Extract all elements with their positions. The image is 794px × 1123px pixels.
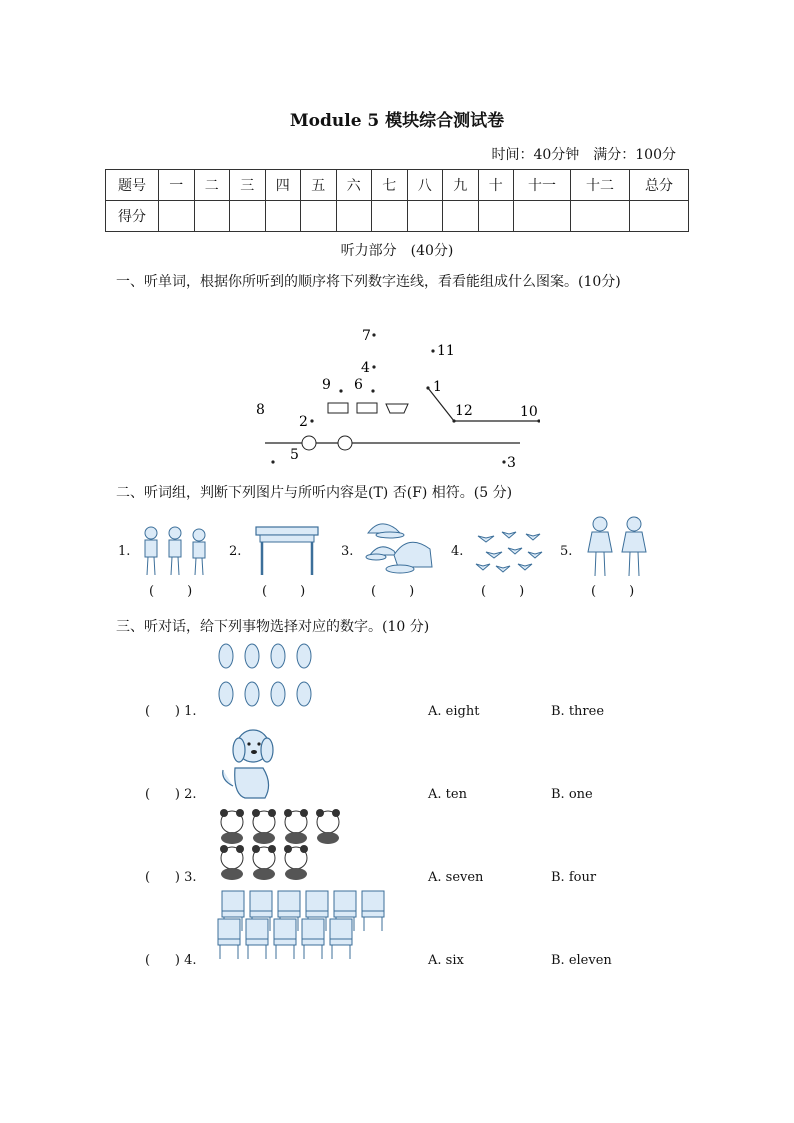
header-cell: 八 xyxy=(407,170,443,201)
caps-image xyxy=(360,515,438,581)
item-number: 5. xyxy=(560,544,573,559)
header-cell: 五 xyxy=(301,170,337,201)
pandas-image xyxy=(216,806,348,882)
dot-label: 4 xyxy=(361,360,370,376)
dot-label: 6 xyxy=(354,377,363,393)
score-cell[interactable] xyxy=(443,201,479,232)
score-cell[interactable] xyxy=(194,201,230,232)
header-cell: 九 xyxy=(443,170,479,201)
score-cell[interactable] xyxy=(159,201,195,232)
dot-label: 8 xyxy=(256,402,265,418)
answer-blank[interactable]: ( ) xyxy=(481,584,525,599)
option-a: A. eight xyxy=(428,704,480,719)
option-b: B. four xyxy=(551,870,597,885)
chairs-image xyxy=(216,889,388,961)
dot-2 xyxy=(310,419,313,422)
header-cell: 三 xyxy=(230,170,266,201)
answer-blank[interactable]: ( ) 2. xyxy=(145,787,197,802)
header-cell: 六 xyxy=(336,170,372,201)
page-title: Module 5 模块综合测试卷 xyxy=(289,111,505,131)
answer-blank[interactable]: ( ) xyxy=(262,584,306,599)
parrots-image xyxy=(214,640,324,716)
header-cell: 十一 xyxy=(514,170,571,201)
two-girls-image xyxy=(584,512,654,582)
birds-image xyxy=(472,526,546,576)
option-b: B. three xyxy=(551,704,605,719)
dot-11 xyxy=(431,349,434,352)
dot-9 xyxy=(339,389,342,392)
answer-blank[interactable]: ( ) 3. xyxy=(145,870,197,885)
desk-image xyxy=(254,523,322,579)
score-cell[interactable] xyxy=(630,201,689,232)
answer-blank[interactable]: ( ) xyxy=(591,584,635,599)
score-cell[interactable] xyxy=(514,201,571,232)
option-a: A. ten xyxy=(428,787,467,802)
question-3-text: 三、听对话，给下列事物选择对应的数字。(10 分) xyxy=(116,619,430,635)
header-cell: 二 xyxy=(194,170,230,201)
three-boys-image xyxy=(137,523,213,579)
answer-blank[interactable]: ( ) xyxy=(149,584,193,599)
header-cell: 题号 xyxy=(106,170,159,201)
answer-blank[interactable]: ( ) xyxy=(371,584,415,599)
item-number: 3. xyxy=(341,544,354,559)
score-cell[interactable] xyxy=(571,201,630,232)
dot-4 xyxy=(372,365,375,368)
score-cell[interactable] xyxy=(230,201,266,232)
answer-blank[interactable]: ( ) 4. xyxy=(145,953,197,968)
score-cell[interactable] xyxy=(372,201,408,232)
dot-label: 10 xyxy=(520,404,538,420)
row-label: 得分 xyxy=(106,201,159,232)
item-number: 4. xyxy=(451,544,464,559)
dot-8 xyxy=(271,460,274,463)
dot-label: 7 xyxy=(362,328,371,344)
score-cell[interactable] xyxy=(265,201,301,232)
score-cell[interactable] xyxy=(478,201,514,232)
dot-to-dot-figure xyxy=(250,325,540,475)
dot-label: 5 xyxy=(290,447,299,463)
dot-7 xyxy=(372,333,375,336)
score-table-header-row xyxy=(106,170,689,201)
dot-label: 11 xyxy=(437,343,455,359)
header-cell: 总分 xyxy=(630,170,689,201)
question-1-text: 一、听单词，根据你所听到的顺序将下列数字连线，看看能组成什么图案。(10分) xyxy=(116,274,621,290)
score-cell[interactable] xyxy=(336,201,372,232)
dot-label: 9 xyxy=(322,377,331,393)
item-number: 1. xyxy=(118,544,131,559)
header-cell: 十二 xyxy=(571,170,630,201)
answer-blank[interactable]: ( ) 1. xyxy=(145,704,197,719)
dot-label: 12 xyxy=(455,403,473,419)
question-2-text: 二、听词组，判断下列图片与所听内容是(T) 否(F) 相符。(5 分) xyxy=(116,485,513,501)
dot-6 xyxy=(371,389,374,392)
dot-label: 3 xyxy=(507,455,516,471)
option-a: A. seven xyxy=(428,870,484,885)
header-cell: 十 xyxy=(478,170,514,201)
dot-label: 1 xyxy=(433,379,442,395)
score-table-score-row xyxy=(106,201,689,232)
item-number: 2. xyxy=(229,544,242,559)
option-b: B. eleven xyxy=(551,953,612,968)
header-cell: 四 xyxy=(265,170,301,201)
dot-label: 2 xyxy=(299,414,308,430)
option-b: B. one xyxy=(551,787,593,802)
score-cell[interactable] xyxy=(301,201,337,232)
score-table xyxy=(105,169,689,232)
score-cell[interactable] xyxy=(407,201,443,232)
dot-3 xyxy=(502,460,505,463)
header-cell: 一 xyxy=(159,170,195,201)
header-cell: 七 xyxy=(372,170,408,201)
dog-image xyxy=(215,724,279,804)
listening-section-heading: 听力部分 (40分) xyxy=(340,243,454,259)
option-a: A. six xyxy=(428,953,464,968)
time-info: 时间：40分钟 满分：100分 xyxy=(491,147,676,163)
